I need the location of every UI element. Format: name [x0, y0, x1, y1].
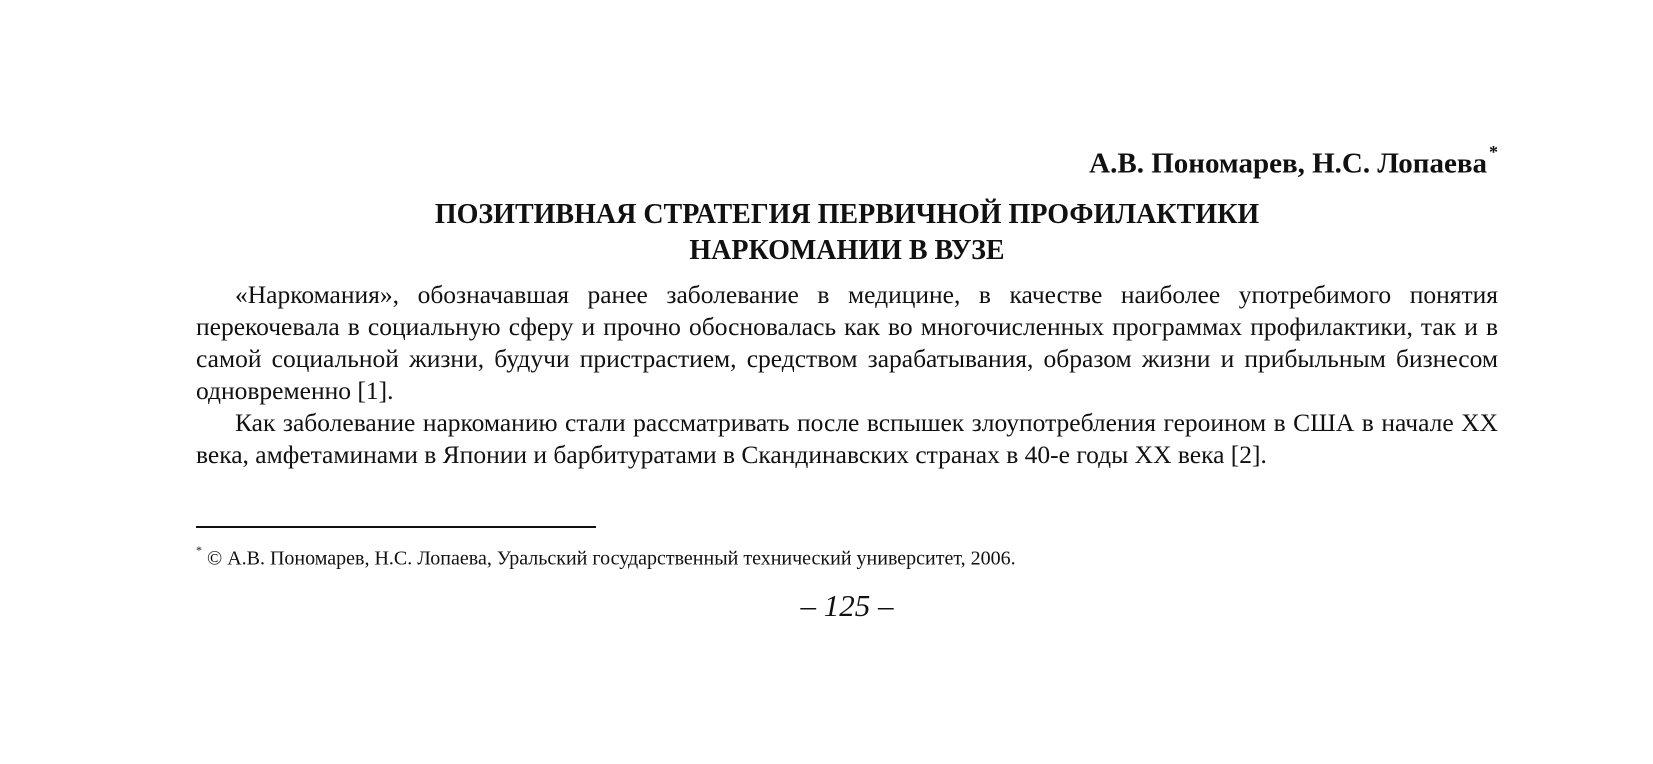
article-body	[196, 279, 1498, 471]
article-title-line-2: НАРКОМАНИИ В ВУЗЕ	[689, 235, 1005, 266]
footnote-text: © А.В. Пономарев, Н.С. Лопаева, Уральский государственный технический университет, 2006.	[207, 547, 1016, 570]
article-title-line-1: ПОЗИТИВНАЯ СТРАТЕГИЯ ПЕРВИЧНОЙ ПРОФИЛАКТИКИ	[434, 199, 1260, 230]
page-number: – 125 –	[800, 588, 894, 623]
footnote-mark: *	[196, 543, 202, 557]
body-paragraph-2: Как заболевание наркоманию стали рассматривать после вспышек злоупотребления героином в США в начале XX века, амфетаминами в Японии и барбитуратами в Скандинавских странах в 40-е годы XX века [2].	[196, 408, 1498, 469]
authors-names: А.В. Пономарев, Н.С. Лопаева	[1089, 147, 1487, 180]
body-paragraph-1: «Наркомания», обозначавшая ранее заболевание в медицине, в качестве наиболее употребимого понятия перекочевала в социальную сферу и прочно обосновалась как во многочисленных программах профилактики, так и в самой социальной жизни, будучи пристрастием, средством зарабатывания, образом жизни и прибыльным бизнесом одновременно [1].	[196, 280, 1498, 405]
footnote-separator	[196, 526, 596, 528]
authors-line	[196, 139, 1498, 181]
footnote	[196, 541, 1016, 571]
authors-footnote-mark: *	[1489, 142, 1498, 162]
article-title	[196, 197, 1498, 269]
